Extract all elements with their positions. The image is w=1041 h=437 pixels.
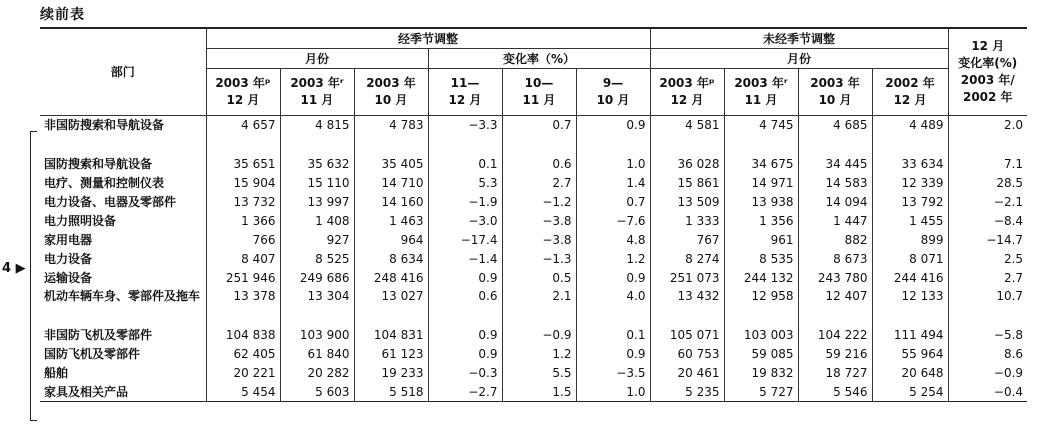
value-cell: 13 938 [724,192,798,211]
value-cell: 36 028 [650,154,724,173]
value-cell: 0.9 [428,344,502,363]
value-cell: 4 783 [354,116,428,155]
dec-rate-line: 2002 年 [962,90,1013,104]
value-cell: −2.7 [428,382,502,402]
nsa-month-col-header [724,69,798,116]
table-row [40,249,1027,268]
value-cell: −3.8 [502,211,576,230]
value-cell: 34 675 [724,154,798,173]
dec-rate-line: 12 月 [971,39,1005,53]
value-cell: 249 686 [280,268,354,287]
value-cell: 243 780 [798,268,872,287]
sa-rate-col-header [502,69,576,116]
value-cell: 927 [280,230,354,249]
value-cell: 19 233 [354,363,428,382]
row-label: 船舶 [44,365,69,380]
table-row [40,116,1027,155]
value-cell: 14 971 [724,173,798,192]
sa-month-col-header-line: 2003 年ʳ [290,76,344,90]
value-cell: 0.9 [576,116,650,155]
value-cell: 105 071 [650,325,724,344]
table-row [40,211,1027,230]
row-label: 非国防搜索和导航设备 [44,118,165,132]
value-cell: 1 356 [724,211,798,230]
value-cell: 0.9 [428,325,502,344]
row-label: 机动车辆车身、零部件及拖车 [44,289,201,303]
value-cell: 767 [650,230,724,249]
value-cell: 0.1 [428,154,502,173]
value-cell: 55 964 [872,344,948,363]
nsa-header: 未经季节调整 [650,28,948,49]
value-cell: 1 463 [354,211,428,230]
value-cell: 5 235 [650,382,724,402]
value-cell: −17.4 [428,230,502,249]
row-group-bracket [30,131,37,421]
value-cell: 4.8 [576,230,650,249]
value-cell: −0.4 [948,382,1027,402]
value-cell: 1.2 [502,344,576,363]
value-cell: 104 831 [354,325,428,344]
sa-month-col-header [354,69,428,116]
table-row [40,344,1027,363]
value-cell: −2.1 [948,192,1027,211]
value-cell: 2.0 [948,116,1027,155]
value-cell: −3.8 [502,230,576,249]
row-label: 电力照明设备 [44,213,117,228]
sa-month-col-header-line: 2003 年ᵖ [215,76,271,90]
value-cell: 244 416 [872,268,948,287]
value-cell: 251 946 [206,268,280,287]
value-cell: 8 274 [650,249,724,268]
nsa-month-col-header-line: 2003 年ʳ [734,76,788,90]
value-cell: 5 727 [724,382,798,402]
sa-month-col-header-line: 12 月 [226,93,260,107]
value-cell: 899 [872,230,948,249]
value-cell: −5.8 [948,325,1027,344]
dec-rate-line: 变化率(%) [958,56,1018,70]
dec-rate-line: 2003 年/ [960,73,1015,87]
value-cell: 13 027 [354,287,428,325]
value-cell: 5 254 [872,382,948,402]
table-row [40,325,1027,344]
value-cell: −14.7 [948,230,1027,249]
value-cell: −3.0 [428,211,502,230]
value-cell: −0.3 [428,363,502,382]
table-body [40,116,1027,402]
nsa-month-col-header [650,69,724,116]
table-row [40,382,1027,402]
value-cell: 0.9 [576,268,650,287]
value-cell: 8 535 [724,249,798,268]
value-cell: 20 648 [872,363,948,382]
value-cell: 61 840 [280,344,354,363]
triangle-right-icon: ▶ [15,261,26,276]
nsa-month-col-header-line: 2003 年 [810,76,860,90]
value-cell: 4 685 [798,116,872,155]
value-cell: 8 407 [206,249,280,268]
value-cell: −1.9 [428,192,502,211]
value-cell: 13 378 [206,287,280,325]
sa-month-col-header-line: 2003 年 [366,76,416,90]
value-cell: 0.5 [502,268,576,287]
row-label: 电力设备 [44,251,93,266]
value-cell: 20 221 [206,363,280,382]
sa-month-col-header-line: 10 月 [374,93,408,107]
value-cell: 964 [354,230,428,249]
row-label: 运输设备 [44,270,93,285]
value-cell: 7.1 [948,154,1027,173]
value-cell: 12 958 [724,287,798,325]
value-cell: 1 333 [650,211,724,230]
value-cell: −3.5 [576,363,650,382]
value-cell: 14 160 [354,192,428,211]
value-cell: 1.2 [576,249,650,268]
value-cell: 12 133 [872,287,948,325]
table-row [40,363,1027,382]
nsa-month-col-header-line: 12 月 [893,93,927,107]
value-cell: 18 727 [798,363,872,382]
value-cell: 961 [724,230,798,249]
value-cell: 12 339 [872,173,948,192]
value-cell: 35 405 [354,154,428,173]
value-cell: 5.5 [502,363,576,382]
value-cell: 5 603 [280,382,354,402]
nsa-month-col-header-line: 12 月 [670,93,704,107]
table-row [40,268,1027,287]
value-cell: 59 216 [798,344,872,363]
value-cell: 1 408 [280,211,354,230]
value-cell: 1 447 [798,211,872,230]
value-cell: 1.5 [502,382,576,402]
value-cell: 2.7 [502,173,576,192]
value-cell: 14 710 [354,173,428,192]
value-cell: 4.0 [576,287,650,325]
value-cell: 4 489 [872,116,948,155]
value-cell: 248 416 [354,268,428,287]
value-cell: 103 003 [724,325,798,344]
row-label: 国防飞机及零部件 [44,346,141,361]
sa-month-col-header [280,69,354,116]
value-cell: 0.9 [576,344,650,363]
sa-rate-col-header [428,69,502,116]
sa-rate-col-header-line: 11 月 [522,93,556,107]
value-cell: 15 110 [280,173,354,192]
value-cell: 4 745 [724,116,798,155]
value-cell: 104 222 [798,325,872,344]
row-label: 电力设备、电器及零部件 [44,194,177,209]
nsa-month-col-header-line: 2002 年 [885,76,935,90]
value-cell: −0.9 [502,325,576,344]
sa-month-header: 月份 [206,49,428,69]
statistics-table [40,27,1027,402]
value-cell: 13 432 [650,287,724,325]
value-cell: −7.6 [576,211,650,230]
nsa-month-col-header-line: 11 月 [744,93,778,107]
value-cell: 15 861 [650,173,724,192]
value-cell: −1.2 [502,192,576,211]
value-cell: 20 461 [650,363,724,382]
value-cell: 5 518 [354,382,428,402]
sa-rate-col-header-line: 12 月 [448,93,482,107]
sa-rate-header: 变化率（%） [428,49,650,69]
sa-rate-col-header-line: 10 月 [596,93,630,107]
value-cell: 4 581 [650,116,724,155]
value-cell: 2.5 [948,249,1027,268]
nsa-month-col-header-line: 2003 年ᵖ [659,76,715,90]
value-cell: 0.7 [502,116,576,155]
value-cell: 2.1 [502,287,576,325]
value-cell: 14 583 [798,173,872,192]
value-cell: 4 815 [280,116,354,155]
table-header [40,28,1027,116]
table-row [40,173,1027,192]
value-cell: 5 546 [798,382,872,402]
value-cell: 8.6 [948,344,1027,363]
sa-rate-col-header [576,69,650,116]
value-cell: 13 732 [206,192,280,211]
row-label: 家具及相关产品 [40,382,206,402]
value-cell: 10.7 [948,287,1027,325]
value-cell: 0.1 [576,325,650,344]
sa-rate-col-header-line: 9— [602,76,624,90]
value-cell: 0.6 [428,287,502,325]
value-cell: 19 832 [724,363,798,382]
value-cell: 766 [206,230,280,249]
value-cell: 33 634 [872,154,948,173]
value-cell: 1.4 [576,173,650,192]
value-cell: −1.3 [502,249,576,268]
value-cell: 882 [798,230,872,249]
value-cell: 14 094 [798,192,872,211]
value-cell: 13 304 [280,287,354,325]
value-cell: −1.4 [428,249,502,268]
sa-month-col-header [206,69,280,116]
nsa-month-col-header [872,69,948,116]
nsa-month-col-header-line: 10 月 [818,93,852,107]
row-label: 国防搜索和导航设备 [44,156,153,171]
value-cell: 62 405 [206,344,280,363]
value-cell: 34 445 [798,154,872,173]
value-cell: 8 071 [872,249,948,268]
value-cell: 1 366 [206,211,280,230]
value-cell: 8 525 [280,249,354,268]
dec-rate-header [948,28,1027,116]
value-cell: 4 657 [206,116,280,155]
value-cell: 35 651 [206,154,280,173]
value-cell: 59 085 [724,344,798,363]
value-cell: 35 632 [280,154,354,173]
value-cell: 0.9 [428,268,502,287]
value-cell: 15 904 [206,173,280,192]
value-cell: 0.7 [576,192,650,211]
value-cell: 28.5 [948,173,1027,192]
value-cell: 13 509 [650,192,724,211]
sa-header: 经季节调整 [206,28,650,49]
value-cell: −0.9 [948,363,1027,382]
value-cell: 1.0 [576,382,650,402]
dept-header: 部门 [40,28,206,116]
sa-rate-col-header-line: 11— [450,76,480,90]
value-cell: 2.7 [948,268,1027,287]
value-cell: 8 634 [354,249,428,268]
value-cell: 13 997 [280,192,354,211]
value-cell: 5.3 [428,173,502,192]
value-cell: 1 455 [872,211,948,230]
value-cell: −3.3 [428,116,502,155]
value-cell: 103 900 [280,325,354,344]
value-cell: 251 073 [650,268,724,287]
value-cell: 104 838 [206,325,280,344]
table-row [40,287,1027,325]
value-cell: 1.0 [576,154,650,173]
table-row [40,230,1027,249]
value-cell: 61 123 [354,344,428,363]
value-cell: 0.6 [502,154,576,173]
value-cell: 13 792 [872,192,948,211]
nsa-month-col-header [798,69,872,116]
row-label: 非国防飞机及零部件 [44,327,153,342]
table-row [40,192,1027,211]
row-marker-number: 4 [2,261,12,276]
value-cell: 244 132 [724,268,798,287]
value-cell: −8.4 [948,211,1027,230]
value-cell: 20 282 [280,363,354,382]
sa-rate-col-header-line: 10— [524,76,554,90]
value-cell: 8 673 [798,249,872,268]
value-cell: 5 454 [206,382,280,402]
table-row [40,154,1027,173]
sa-month-col-header-line: 11 月 [300,93,334,107]
value-cell: 12 407 [798,287,872,325]
table-caption: 续前表 [40,7,85,23]
row-label: 电疗、测量和控制仪表 [44,175,165,190]
row-label: 家用电器 [44,232,93,247]
value-cell: 111 494 [872,325,948,344]
row-marker [2,261,26,276]
value-cell: 60 753 [650,344,724,363]
nsa-month-header: 月份 [650,49,948,69]
